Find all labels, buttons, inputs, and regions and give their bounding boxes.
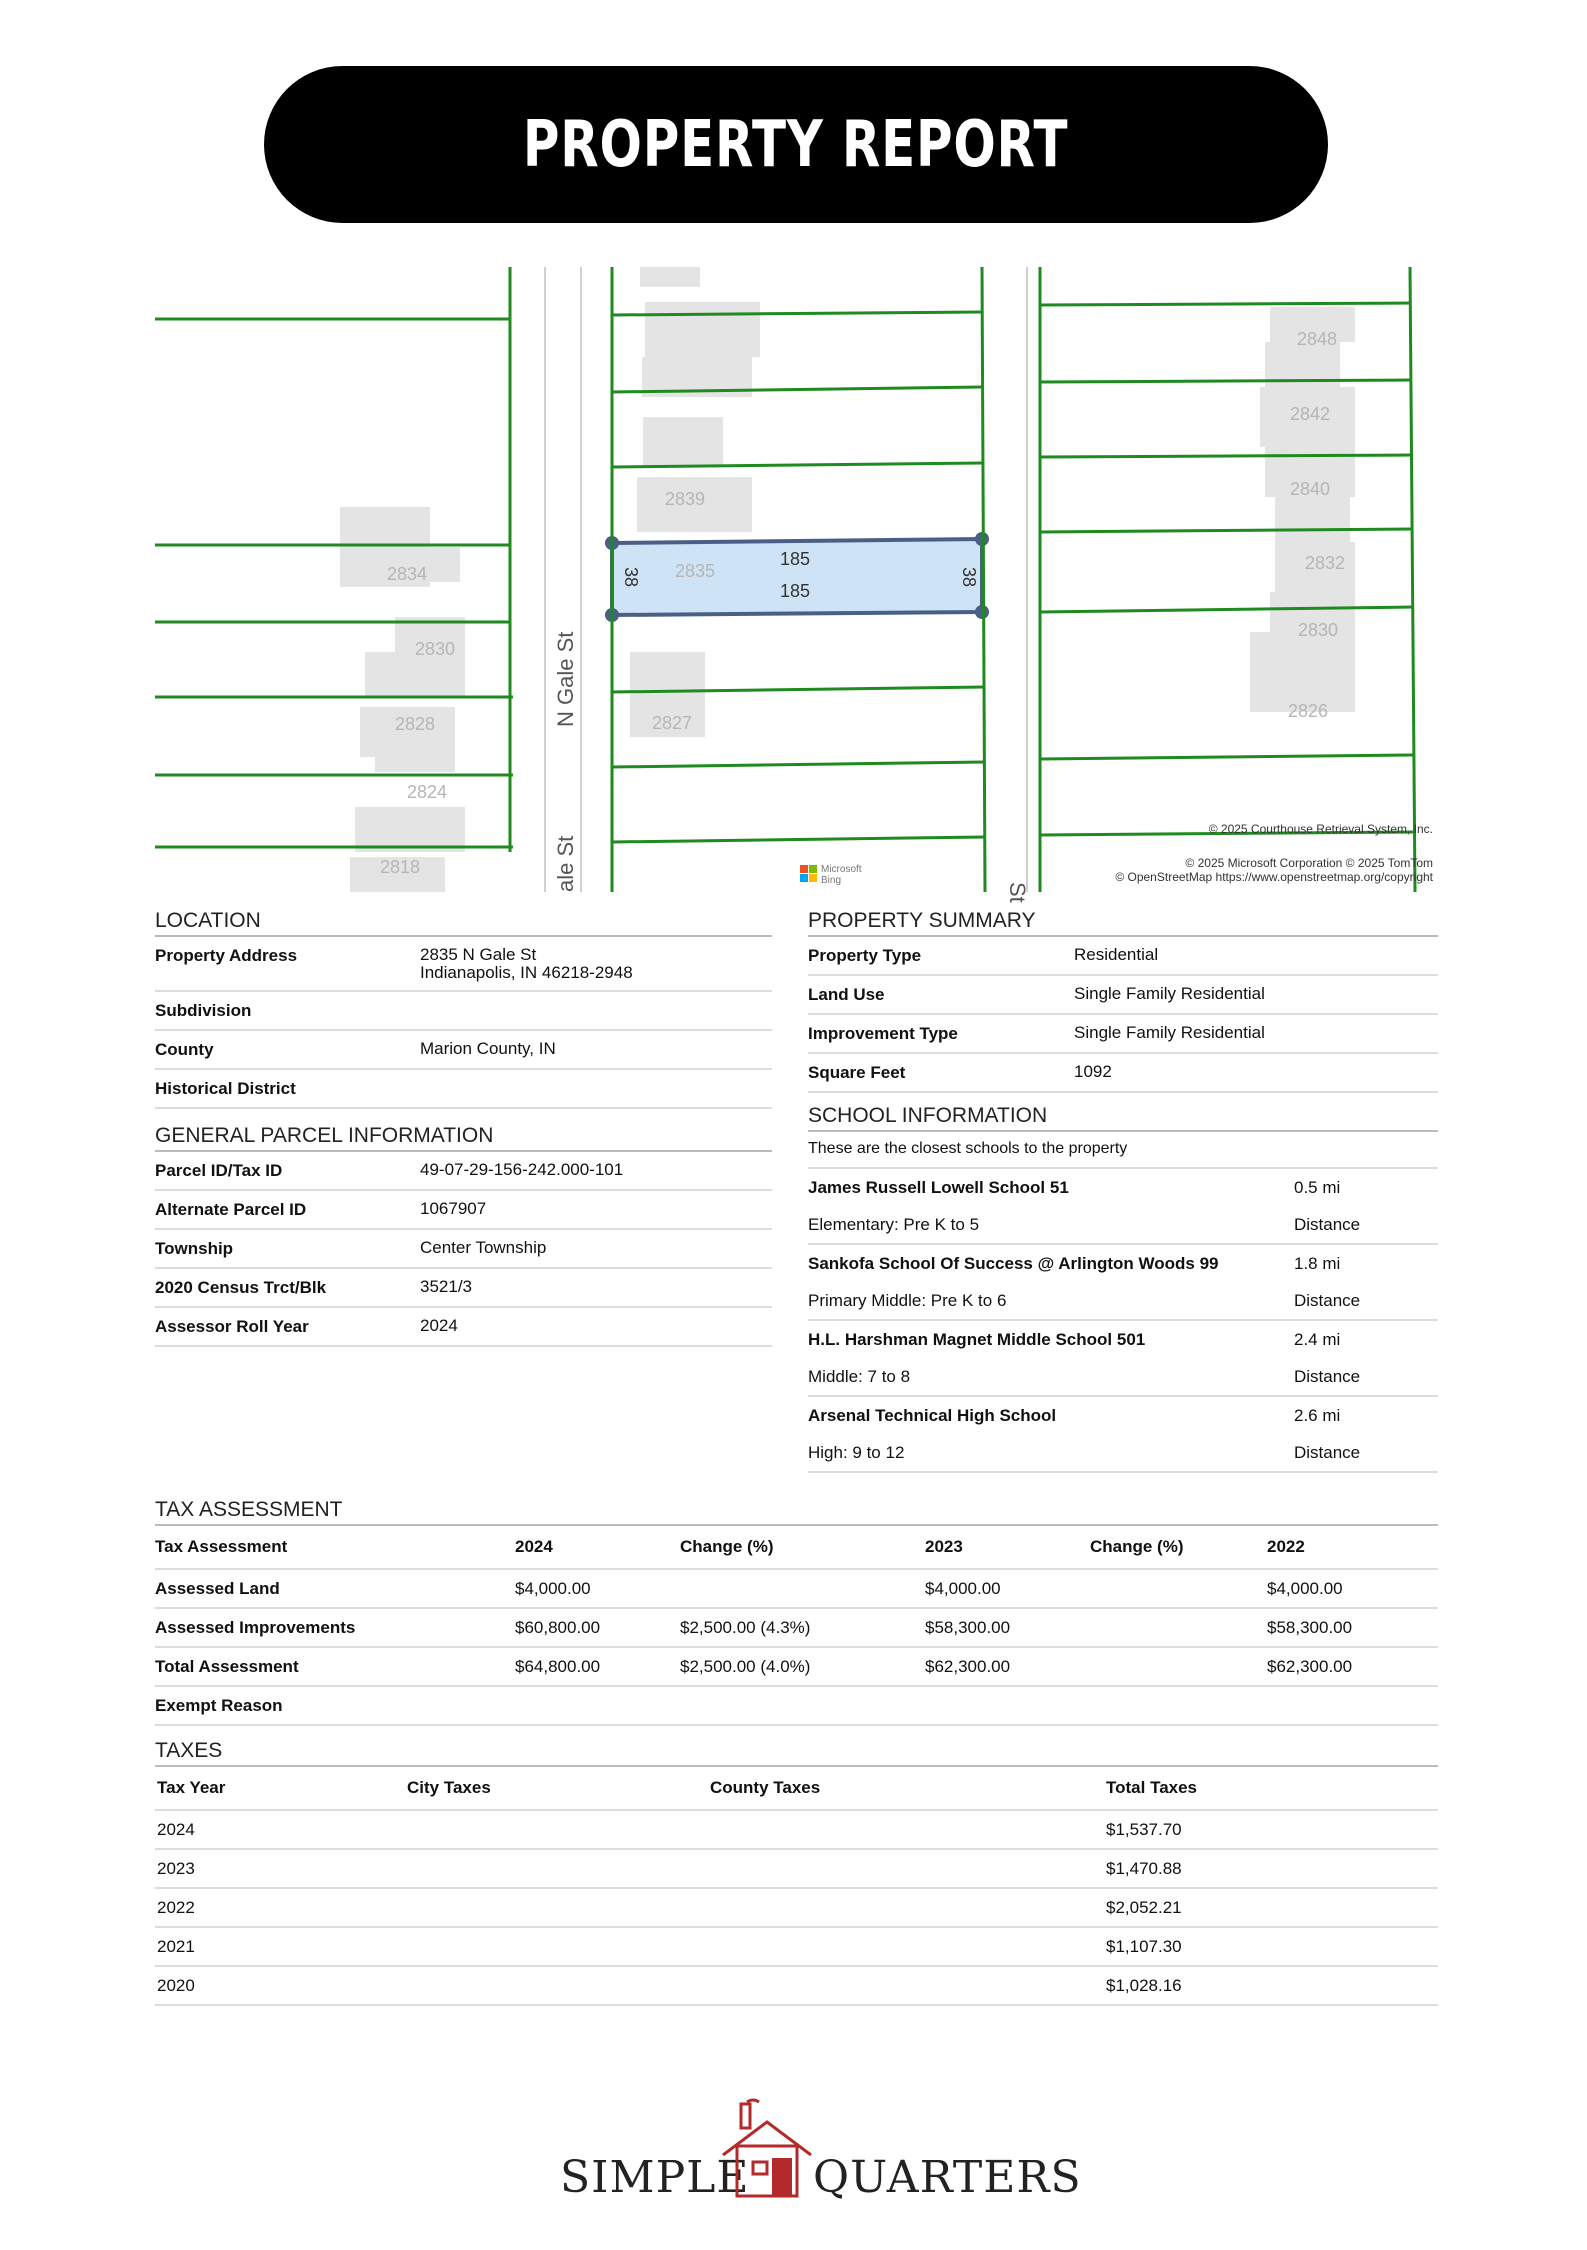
parcel-line [1040,529,1412,532]
table-header: Tax Assessment [155,1537,288,1556]
kv-label: Square Feet [808,1063,906,1082]
logo-square [800,865,808,873]
table-cell: $4,000.00 [1267,1578,1343,1598]
kv-value: 1067907 [420,1199,487,1218]
table-cell: $60,800.00 [515,1617,601,1637]
school-level: Elementary: Pre K to 5 [808,1214,980,1234]
kv-label: County [155,1040,214,1059]
house-logo-icon [717,2100,817,2208]
school-level: High: 9 to 12 [808,1442,905,1462]
parcel-dimension: 185 [780,549,811,569]
table-cell: Assessed Land [155,1578,280,1598]
schools-intro: These are the closest schools to the property [808,1132,1438,1169]
kv-label: Historical District [155,1079,296,1098]
street-label: St [1005,882,1030,903]
school-item [808,1321,1438,1397]
house [1275,497,1350,542]
table-cell: $62,300.00 [1267,1656,1353,1676]
street-label: N Gale St [553,631,578,727]
table-cell: 2020 [157,1975,195,1995]
kv-value: 2024 [420,1316,458,1335]
table-cell: $58,300.00 [1267,1617,1353,1637]
kv-label: 2020 Census Trct/Blk [155,1278,327,1297]
door [772,2158,792,2196]
house [1250,632,1355,712]
table-cell: $64,800.00 [515,1656,601,1676]
school-name: Sankofa School Of Success @ Arlington Woods 99 [808,1253,1219,1273]
table-cell: 2021 [157,1936,195,1956]
bing-logo [800,864,862,886]
distance-label: Distance [1294,1442,1361,1462]
kv-row [155,1070,772,1109]
kv-value: Residential [1074,945,1159,964]
table-cell: Assessed Improvements [155,1617,356,1637]
parcel-dimension: 38 [621,567,641,588]
section-title: GENERAL PARCEL INFORMATION [155,1123,772,1152]
window [753,2162,767,2174]
table-cell: 2023 [157,1858,195,1878]
kv-value: Center Township [420,1238,547,1257]
house [355,807,465,852]
table-row [155,1928,1438,1967]
kv-row [155,992,772,1031]
schools-section [808,1103,1438,1473]
parcel-line [1040,380,1411,382]
school-distance: 1.8 mi [1294,1253,1341,1273]
table-header: Tax Year [157,1778,226,1797]
table-header-row [155,1526,1438,1570]
distance-label: Distance [1294,1214,1361,1234]
kv-label: Alternate Parcel ID [155,1200,307,1219]
school-distance: 2.4 mi [1294,1329,1341,1349]
table-cell: Total Assessment [155,1656,299,1676]
parcel-map-svg [155,267,1433,903]
parcel-line [982,267,985,892]
report-title: PROPERTY REPORT [523,107,1069,182]
parcel-dimension: 185 [780,581,811,601]
logo-word-right: QUARTERS [813,2152,1082,2203]
house-outline [723,2100,811,2196]
table-row [155,1850,1438,1889]
table-row [155,1570,1438,1609]
house [645,302,760,357]
school-level: Primary Middle: Pre K to 6 [808,1290,1007,1310]
house-number: 2832 [1305,553,1346,573]
table-cell: $2,500.00 (4.3%) [680,1617,811,1637]
smoke [747,2100,759,2102]
kv-label: Property Type [808,946,922,965]
kv-label: Township [155,1239,234,1258]
house-number: 2827 [652,713,693,733]
table-row [155,1648,1438,1687]
table-cell: $2,500.00 (4.0%) [680,1656,811,1676]
taxes-section [155,1738,1438,2006]
section-title: TAXES [155,1738,1438,1767]
table-row [155,1811,1438,1850]
table-header-row [155,1767,1438,1811]
table-cell: 2024 [157,1819,195,1839]
kv-row [808,976,1438,1015]
logo-word-left: SIMPLE [560,2152,750,2203]
table-cell: $1,470.88 [1106,1858,1182,1878]
kv-value: Marion County, IN [420,1039,556,1058]
kv-label: Subdivision [155,1001,252,1020]
house-number: 2826 [1288,701,1329,721]
map-credit: © 2025 Courthouse Retrieval System, Inc. [1208,822,1433,836]
bing-label: Bing [821,875,842,886]
kv-row [155,1031,772,1070]
table-header: 2022 [1267,1537,1305,1556]
table-cell: $4,000.00 [515,1578,591,1598]
bing-label: Microsoft [821,864,862,875]
table-cell: $2,052.21 [1106,1897,1182,1917]
kv-label: Assessor Roll Year [155,1317,309,1336]
kv-row [155,1269,772,1308]
kv-value: 3521/3 [420,1277,472,1296]
kv-value: 1092 [1074,1062,1112,1081]
section-title: LOCATION [155,908,772,937]
table-header: City Taxes [407,1778,491,1797]
table-header: 2024 [515,1537,553,1556]
parcel-line [612,762,985,767]
section-title: SCHOOL INFORMATION [808,1103,1438,1132]
table-cell: $1,028.16 [1106,1975,1182,1995]
house-number: 2834 [387,564,428,584]
table-row [155,1687,1438,1726]
street-label: ale St [553,835,578,892]
kv-value: Single Family Residential [1074,1023,1265,1042]
table-header: Change (%) [680,1537,774,1556]
parcel-line [1040,303,1410,305]
house-number: 2842 [1290,404,1331,424]
house-number: 2828 [395,714,436,734]
house-number: 2818 [380,857,421,877]
kv-row [808,1054,1438,1093]
report-title-banner [264,66,1328,223]
kv-row [155,1191,772,1230]
table-row [155,1609,1438,1648]
house-number: 2835 [675,561,716,581]
table-header: Total Taxes [1106,1778,1198,1797]
kv-label: Parcel ID/Tax ID [155,1161,283,1180]
map-credits [1115,822,1433,884]
kv-row [155,1152,772,1191]
table-cell: $4,000.00 [925,1578,1001,1598]
parcel-line [612,837,985,842]
kv-row [808,937,1438,976]
logo-square [809,865,817,873]
house-number: 2830 [415,639,456,659]
kv-value: Single Family Residential [1074,984,1265,1003]
location-section [155,908,772,1109]
map-credit: © 2025 Microsoft Corporation © 2025 TomTom [1185,856,1433,870]
parcel-line [1040,455,1411,457]
table-cell: 2022 [157,1897,195,1917]
logo-square [809,874,817,882]
parcel-dimension: 38 [959,567,979,588]
school-item [808,1169,1438,1245]
parcel-line [1410,267,1415,892]
kv-row [155,1308,772,1347]
simple-quarters-logo [560,2100,1082,2250]
kv-value: 49-07-29-156-242.000-101 [420,1160,624,1179]
house [1265,342,1340,392]
kv-value [420,937,633,982]
house [375,747,455,772]
kv-row [808,1015,1438,1054]
address-line-2: Indianapolis, IN 46218-2948 [420,963,633,982]
section-title: TAX ASSESSMENT [155,1497,1438,1526]
table-cell: $58,300.00 [925,1617,1011,1637]
house [640,267,700,287]
table-cell: Exempt Reason [155,1695,283,1715]
summary-section [808,908,1438,1093]
school-distance: 0.5 mi [1294,1177,1341,1197]
table-header: Change (%) [1090,1537,1184,1556]
distance-label: Distance [1294,1290,1361,1310]
distance-label: Distance [1294,1366,1361,1386]
school-name: H.L. Harshman Magnet Middle School 501 [808,1329,1146,1349]
kv-label: Improvement Type [808,1024,958,1043]
kv-label: Property Address [155,946,298,965]
section-title: PROPERTY SUMMARY [808,908,1438,937]
house-number: 2840 [1290,479,1331,499]
parcel-section [155,1123,772,1347]
parcel-line [1040,607,1413,612]
kv-label: Land Use [808,985,885,1004]
school-name: James Russell Lowell School 51 [808,1177,1069,1197]
table-cell: $1,537.70 [1106,1819,1182,1839]
parcel-map [155,267,1433,903]
school-level: Middle: 7 to 8 [808,1366,911,1386]
house-number: 2830 [1298,620,1339,640]
tax-assessment-section [155,1497,1438,1726]
house [643,417,723,467]
house-number: 2824 [407,782,448,802]
parcel-line [1040,755,1414,759]
table-cell: $1,107.30 [1106,1936,1182,1956]
kv-row [155,1230,772,1269]
map-credit: © OpenStreetMap https://www.openstreetmap.org/copyright [1115,870,1433,884]
table-cell: $62,300.00 [925,1656,1011,1676]
parcel-vertex [975,605,989,619]
school-name: Arsenal Technical High School [808,1405,1057,1425]
house-number: 2839 [665,489,706,509]
school-distance: 2.6 mi [1294,1405,1341,1425]
chimney [741,2104,750,2128]
kv-row [155,937,772,992]
table-row [155,1967,1438,2006]
address-line-1: 2835 N Gale St [420,945,537,964]
table-header: County Taxes [710,1778,821,1797]
logo-square [800,874,808,882]
school-item [808,1397,1438,1473]
house-number: 2848 [1297,329,1338,349]
school-item [808,1245,1438,1321]
table-header: 2023 [925,1537,963,1556]
table-row [155,1889,1438,1928]
